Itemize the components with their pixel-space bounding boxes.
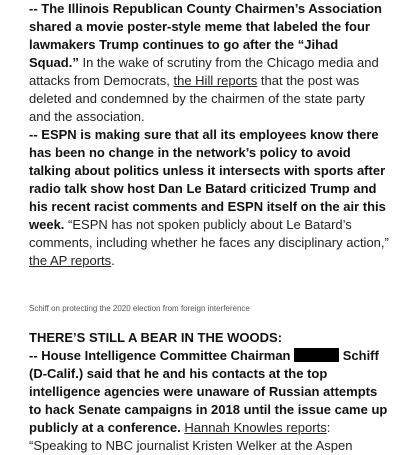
paragraph-text: : “Speaking to NBC journalist Kristen Welker at the Aspen [29, 420, 353, 453]
paragraph-bold-text: Schiff (D-Calif.) said that he and his contacts at the top intelligence agencies were unaware of Russian attempts to hack Senate campaigns in 2018 until the issue came up publicly at a conference. [29, 348, 388, 435]
paragraph-espn [29, 126, 389, 270]
paragraph-lead-bold: -- The Illinois Republican County Chairmen’s Association shared a movie poster-style meme that labeled the four lawmakers Trump continues to go after the “Jihad Squad.” [29, 1, 382, 70]
article-body [29, 0, 389, 455]
redaction-box [294, 348, 339, 362]
paragraph-schiff [29, 347, 389, 455]
paragraph-text: In the wake of scrutiny from the Chicago media and attacks from Democrats, [29, 55, 379, 88]
link-hannah-knowles-reports[interactable]: Hannah Knowles reports [184, 420, 327, 435]
video-caption: Schiff on protecting the 2020 election from foreign interference [29, 304, 250, 313]
link-ap-reports[interactable]: the AP reports [29, 253, 112, 268]
paragraph-text: “ESPN has not spoken publicly about Le Batard’s comments, including whether he faces any disciplinary action,” [29, 217, 389, 250]
link-the-hill-reports[interactable]: the Hill reports [173, 73, 258, 88]
paragraph-bold-text: -- House Intelligence Committee Chairman [29, 348, 295, 363]
paragraph-illinois-gop [29, 0, 389, 126]
paragraph-text: that the post was deleted and condemned by the chairmen of the state party and the association. [29, 73, 366, 124]
paragraph-text: . [111, 253, 115, 268]
section-heading: THERE’S STILL A BEAR IN THE WOODS: [29, 330, 283, 345]
paragraph-lead-bold: -- ESPN is making sure that all its employees know there has been no change in the network’s policy to avoid talking about politics unless it intersects with sports after radio talk show host Dan Le Batard criticized Trump and his recent racist comments and ESPN itself on the air this week. [29, 127, 386, 232]
